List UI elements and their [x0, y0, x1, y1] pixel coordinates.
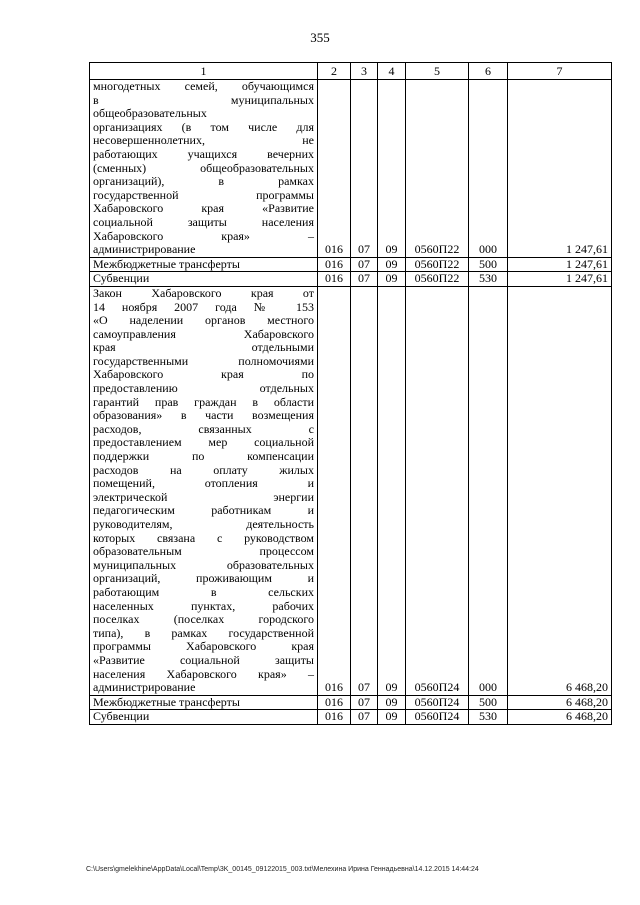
desc-line: программы Хабаровского края [93, 639, 314, 654]
header-col-2: 2 [318, 63, 351, 80]
cell-subsection: 09 [378, 257, 406, 272]
cell-expense-type: 000 [469, 80, 508, 258]
desc-line: государственной программы [93, 187, 314, 202]
row-description: Субвенции [90, 710, 318, 725]
desc-line: гарантий прав граждан в области [93, 394, 314, 409]
desc-line: в муниципальных [93, 92, 314, 107]
desc-line: муниципальных образовательных [93, 557, 314, 572]
desc-line: образования» в части возмещения [93, 408, 314, 423]
cell-section: 07 [351, 710, 378, 725]
desc-line: расходов, связанных с [93, 421, 314, 436]
cell-section: 07 [351, 257, 378, 272]
desc-line: общеобразовательных [93, 106, 207, 121]
cell-amount: 1 247,61 [508, 272, 612, 287]
desc-line: самоуправления Хабаровского [93, 326, 314, 341]
desc-line: «Развитие социальной защиты [93, 652, 314, 667]
cell-target-item: 0560П22 [406, 257, 469, 272]
budget-table [89, 62, 612, 725]
desc-line: несовершеннолетних, не [93, 133, 314, 148]
header-col-7: 7 [508, 63, 612, 80]
desc-line: поддержки по компенсации [93, 449, 314, 464]
desc-line: типа), в рамках государственной [93, 625, 314, 640]
header-col-4: 4 [378, 63, 406, 80]
desc-line: руководителям, деятельность [93, 517, 314, 531]
cell-target-item: 0560П22 [406, 80, 469, 258]
row-description [90, 80, 318, 258]
cell-subsection: 09 [378, 80, 406, 258]
cell-ministry: 016 [318, 695, 351, 710]
desc-line: многодетных семей, обучающимся [93, 79, 314, 93]
desc-line: администрирование [93, 680, 196, 695]
row-description [90, 286, 318, 695]
desc-line: Закон Хабаровского края от [93, 285, 314, 300]
desc-line: образовательным процессом [93, 544, 314, 559]
header-row [90, 63, 612, 80]
cell-section: 07 [351, 272, 378, 287]
cell-expense-type: 000 [469, 286, 508, 695]
cell-amount: 6 468,20 [508, 286, 612, 695]
row-description: Межбюджетные трансферты [90, 695, 318, 710]
header-col-5: 5 [406, 63, 469, 80]
cell-expense-type: 500 [469, 695, 508, 710]
table-row [90, 286, 612, 695]
cell-target-item: 0560П24 [406, 286, 469, 695]
cell-amount: 6 468,20 [508, 710, 612, 725]
desc-line: организаций), в рамках [93, 174, 314, 189]
desc-line: организаций, проживающим и [93, 571, 314, 586]
desc-line: помещений, отопления и [93, 476, 314, 491]
cell-amount: 6 468,20 [508, 695, 612, 710]
cell-section: 07 [351, 695, 378, 710]
cell-section: 07 [351, 286, 378, 695]
desc-line: 14 ноября 2007 года № 153 [93, 299, 314, 314]
file-path-footer: C:\Users\gmelekhine\AppData\Local\Temp\3K_00145_09122015_003.txt\Мелехина Ирина Геннадьевна\14.12.2015 14:44:24 [86, 866, 479, 873]
desc-line: расходов на оплату жилых [93, 462, 314, 477]
desc-line: Хабаровского края по [93, 367, 314, 382]
row-description: Субвенции [90, 272, 318, 287]
desc-line: края отдельными [93, 340, 314, 355]
desc-line: поселках (поселках городского [93, 612, 314, 627]
header-col-1: 1 [90, 63, 318, 80]
desc-line: Хабаровского края «Развитие [93, 201, 314, 216]
desc-line: населенных пунктах, рабочих [93, 598, 314, 613]
header-col-6: 6 [469, 63, 508, 80]
cell-expense-type: 500 [469, 257, 508, 272]
table-row [90, 695, 612, 710]
cell-subsection: 09 [378, 272, 406, 287]
cell-target-item: 0560П24 [406, 710, 469, 725]
desc-line: работающим в сельских [93, 584, 314, 599]
desc-line: которых связана с руководством [93, 530, 314, 545]
desc-line: «О наделении органов местного [93, 313, 314, 328]
cell-expense-type: 530 [469, 710, 508, 725]
header-col-3: 3 [351, 63, 378, 80]
desc-line: предоставлением мер социальной [93, 435, 314, 450]
desc-line: организациях (в том числе для [93, 119, 314, 134]
desc-line: работающих учащихся вечерних [93, 146, 314, 161]
desc-line: администрирование [93, 242, 196, 257]
cell-amount: 1 247,61 [508, 80, 612, 258]
desc-line: населения Хабаровского края» – [93, 666, 314, 681]
cell-ministry: 016 [318, 257, 351, 272]
desc-line: электрической энергии [93, 489, 314, 504]
table-row [90, 257, 612, 272]
cell-ministry: 016 [318, 272, 351, 287]
table-row [90, 80, 612, 258]
table-row [90, 272, 612, 287]
page-number: 355 [310, 30, 330, 45]
cell-target-item: 0560П22 [406, 272, 469, 287]
cell-subsection: 09 [378, 695, 406, 710]
cell-section: 07 [351, 80, 378, 258]
desc-line: Хабаровского края» – [93, 228, 314, 243]
cell-expense-type: 530 [469, 272, 508, 287]
cell-subsection: 09 [378, 286, 406, 695]
desc-line: социальной защиты населения [93, 214, 314, 229]
desc-line: государственными полномочиями [93, 353, 314, 368]
table-row [90, 710, 612, 725]
cell-amount: 1 247,61 [508, 257, 612, 272]
cell-subsection: 09 [378, 710, 406, 725]
cell-target-item: 0560П24 [406, 695, 469, 710]
cell-ministry: 016 [318, 710, 351, 725]
cell-ministry: 016 [318, 80, 351, 258]
desc-line: педагогическим работникам и [93, 503, 314, 518]
row-description: Межбюджетные трансферты [90, 257, 318, 272]
desc-line: (сменных) общеобразовательных [93, 160, 314, 175]
desc-line: предоставлению отдельных [93, 381, 314, 396]
cell-ministry: 016 [318, 286, 351, 695]
